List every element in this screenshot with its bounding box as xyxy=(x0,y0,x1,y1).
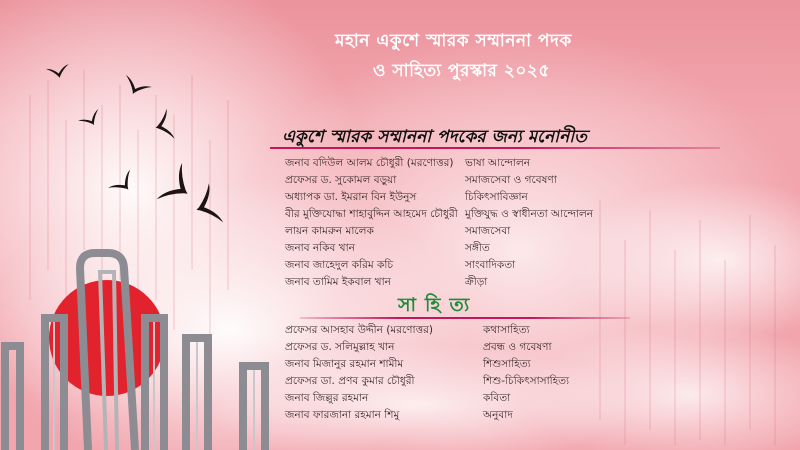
awardee-row xyxy=(285,274,745,291)
sahitya-awardee-name: প্রফেসর আসহাব উদ্দীন (মরণোত্তর) xyxy=(285,324,433,336)
awardee-row xyxy=(285,206,745,223)
sahitya-heading: সাহিত্য xyxy=(398,294,479,316)
sahitya-awardee-name: জনাব ফারজানা রহমান শিমু xyxy=(285,409,400,421)
poster-title-line-1: মহান একুশে স্মারক সম্মাননা পদক xyxy=(335,31,572,51)
award-field: চিকিৎসাবিজ্ঞান xyxy=(465,191,528,203)
awardee-name: বীর মুক্তিযোদ্ধা শাহাবুদ্দিন আহমেদ চৌধুরী xyxy=(285,208,458,220)
poster-title-line-2: ও সাহিত্য পুরস্কার ২০২৫ xyxy=(373,61,551,81)
sahitya-awardee-name: প্রফেসর ড. সলিমুল্লাহ খান xyxy=(285,341,395,353)
awardee-name: জনাব জাহেদুল করিম কচি xyxy=(285,259,394,271)
sahitya-field: শিশুসাহিত্য xyxy=(483,358,531,370)
award-field: সঙ্গীত xyxy=(465,242,490,254)
sahitya-awardee-name: জনাব মিজানুর রহমান শামীম xyxy=(285,358,404,370)
awardee-row xyxy=(285,240,745,257)
sahitya-divider xyxy=(300,317,630,319)
sahitya-field: প্রবন্ধ ও গবেষণা xyxy=(483,341,552,353)
awardee-name: জনাব তামিম ইকবাল খান xyxy=(285,276,391,288)
awardee-row xyxy=(285,189,745,206)
award-field: সমাজসেবা ও গবেষণা xyxy=(465,174,557,186)
sahitya-awardee-row xyxy=(285,407,745,424)
awardee-name: লায়ন কামরুন মালেক xyxy=(285,225,374,237)
sahitya-awardee-name: প্রফেসর ডা. প্রণব কুমার চৌধুরী xyxy=(285,375,415,387)
award-field: সমাজসেবা xyxy=(465,225,511,237)
sahitya-awardee-name: জনাব জিল্লুর রহমান xyxy=(285,392,369,404)
awardee-name: অধ্যাপক ডা. ইমরান বিন ইউনুস xyxy=(285,191,417,203)
awardee-row xyxy=(285,257,745,274)
awardee-name: প্রফেসর ড. সুকোমল বড়ুয়া xyxy=(285,174,397,186)
awardee-row xyxy=(285,223,745,240)
sahitya-field: অনুবাদ xyxy=(483,409,513,421)
awardee-list xyxy=(285,155,745,291)
sahitya-field: কথাসাহিত্য xyxy=(483,324,530,336)
sahitya-awardee-list xyxy=(285,322,745,424)
awardee-row xyxy=(285,172,745,189)
award-field: ভাষা আন্দোলন xyxy=(465,157,531,169)
sahitya-awardee-row xyxy=(285,322,745,339)
award-field: সাংবাদিকতা xyxy=(465,259,516,271)
awardee-name: জনাব নকিব খান xyxy=(285,242,355,254)
sahitya-field: শিশু-চিকিৎসাসাহিত্য xyxy=(483,375,570,387)
sahitya-field: কবিতা xyxy=(483,392,511,404)
sahitya-awardee-row xyxy=(285,356,745,373)
award-field: ক্রীড়া xyxy=(465,276,488,288)
heading-divider xyxy=(270,147,720,149)
section-heading: একুশে স্মারক সম্মাননা পদকের জন্য মনোনীত xyxy=(282,127,587,147)
awardee-name: জনাব বদিউল আলম চৌধুরী (মরণোত্তর) xyxy=(285,157,454,169)
sahitya-awardee-row xyxy=(285,390,745,407)
award-field: মুক্তিযুদ্ধ ও স্বাধীনতা আন্দোলন xyxy=(465,208,594,220)
sahitya-awardee-row xyxy=(285,373,745,390)
sahitya-awardee-row xyxy=(285,339,745,356)
awardee-row xyxy=(285,155,745,172)
